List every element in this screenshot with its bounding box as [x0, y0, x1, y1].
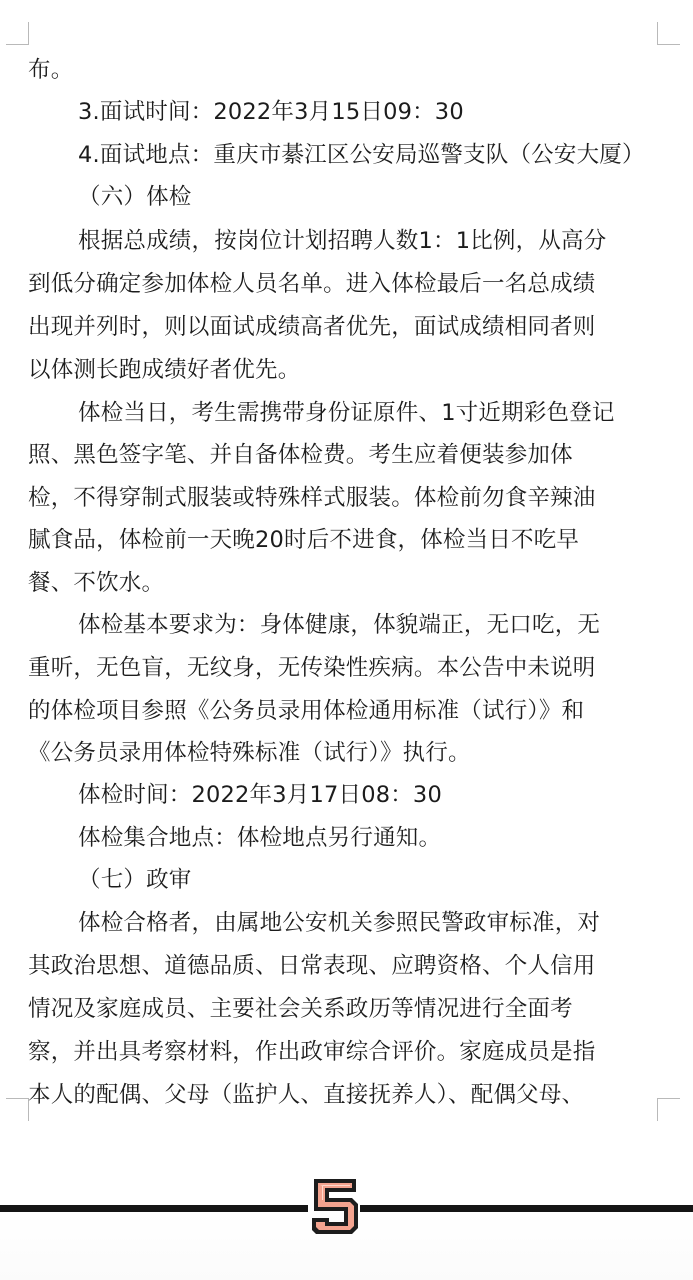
text-line: 《公务员录用体检特殊标准（试行）》执行。: [28, 740, 471, 766]
crop-mark-top-left: [6, 22, 29, 45]
number-five-logo-icon: [308, 1176, 362, 1236]
exam-assembly-location: 体检集合地点：体检地点另行通知。: [78, 825, 442, 851]
text-line: 出现并列时，则以面试成绩高者优先，面试成绩相同者则: [28, 314, 596, 340]
interview-time: 3.面试时间：2022年3月15日09：30: [78, 99, 464, 125]
interview-location: 4.面试地点：重庆市綦江区公安局巡警支队（公安大厦）: [78, 142, 645, 168]
text-line: 体检基本要求为：身体健康，体貌端正，无口吃，无: [78, 612, 601, 638]
text-line: 照、黑色签字笔、并自备体检费。考生应着便装参加体: [28, 442, 573, 468]
text-line: 到低分确定参加体检人员名单。进入体检最后一名总成绩: [28, 271, 596, 297]
crop-mark-bottom-right: [657, 1098, 680, 1121]
text-line: 的体检项目参照《公务员录用体检通用标准（试行）》和: [28, 698, 585, 724]
text-line: 察，并出具考察材料，作出政审综合评价。家庭成员是指: [28, 1039, 596, 1065]
text-line: 体检当日，考生需携带身份证原件、1寸近期彩色登记: [78, 400, 615, 426]
crop-mark-bottom-left: [6, 1098, 29, 1121]
text-line: 本人的配偶、父母（监护人、直接抚养人）、配偶父母、: [28, 1082, 585, 1108]
text-line: 餐、不饮水。: [28, 570, 165, 596]
text-line: 布。: [28, 57, 74, 83]
text-line: 体检合格者，由属地公安机关参照民警政审标准，对: [78, 910, 601, 936]
section-heading-physical-exam: （六）体检: [78, 184, 192, 210]
text-line: 重听，无色盲，无纹身，无传染性疾病。本公告中未说明: [28, 655, 596, 681]
crop-mark-top-right: [657, 22, 680, 45]
section-heading-political-review: （七）政审: [78, 867, 192, 893]
text-line: 检，不得穿制式服装或特殊样式服装。体检前勿食辛辣油: [28, 485, 596, 511]
exam-time: 体检时间：2022年3月17日08：30: [78, 782, 442, 808]
footer-bar-right: [360, 1205, 693, 1212]
text-line: 情况及家庭成员、主要社会关系政历等情况进行全面考: [28, 996, 573, 1022]
footer-bar-left: [0, 1205, 308, 1212]
text-line: 其政治思想、道德品质、日常表现、应聘资格、个人信用: [28, 953, 596, 979]
text-line: 腻食品，体检前一天晚20时后不进食，体检当日不吃早: [28, 527, 580, 553]
text-line: 根据总成绩，按岗位计划招聘人数1：1比例，从高分: [78, 228, 607, 254]
text-line: 以体测长跑成绩好者优先。: [28, 357, 301, 383]
